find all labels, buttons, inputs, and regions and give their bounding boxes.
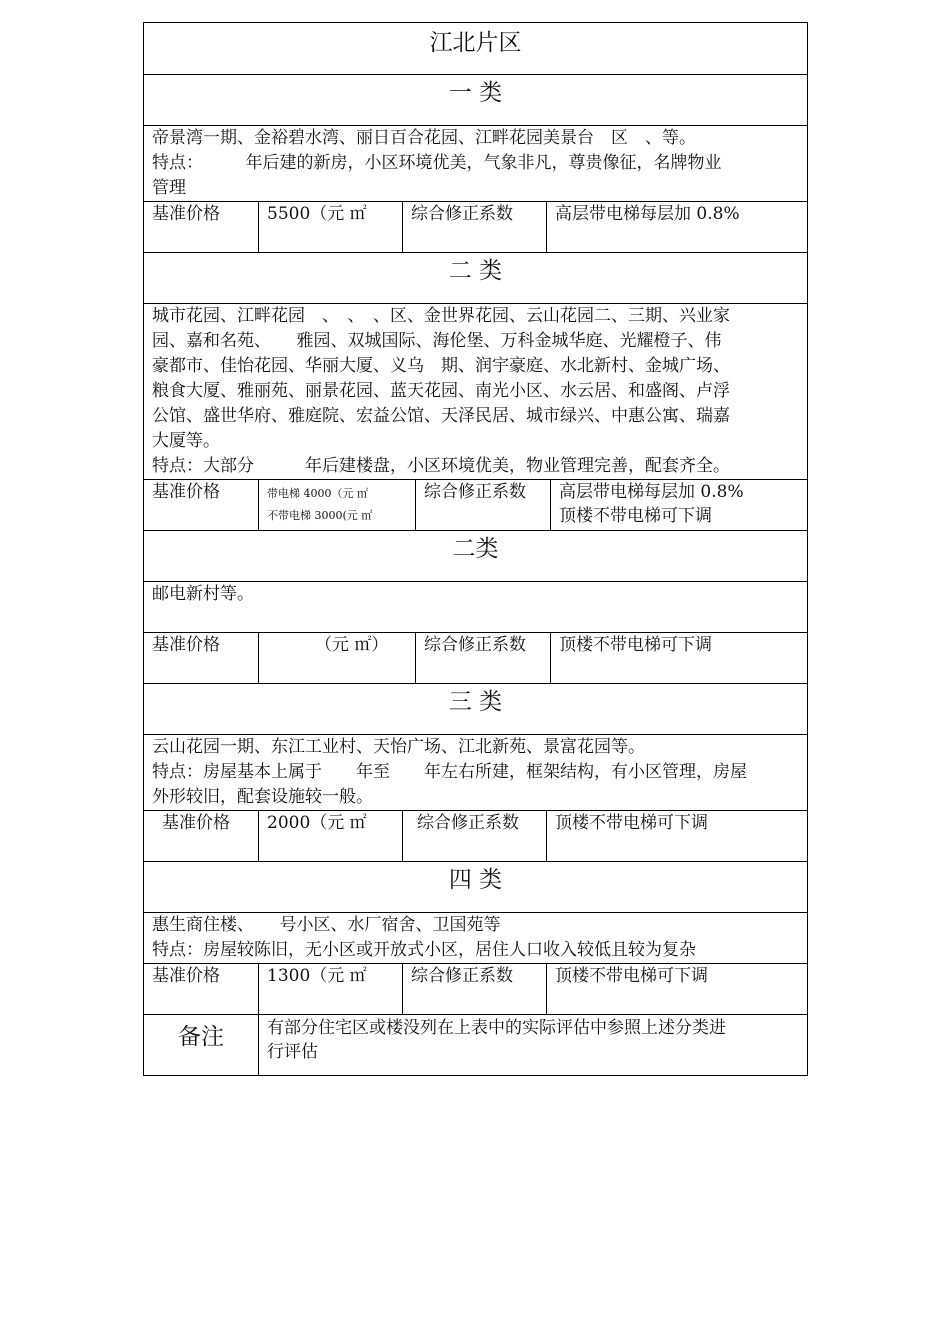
category-2b-title: 二类: [144, 531, 807, 582]
remarks-row: [144, 1015, 807, 1076]
coefficient-label: 综合修正系数: [403, 202, 547, 252]
adjustment-line: 顶楼不带电梯可下调: [555, 966, 708, 986]
price-label: 基准价格: [144, 964, 259, 1014]
category-4-title: 四 类: [144, 862, 807, 913]
desc-line: 园、嘉和名苑、 雅园、双城国际、海伦堡、万科金城华庭、光耀橙子、伟: [152, 331, 722, 351]
remarks-line: 行评估: [267, 1042, 318, 1062]
coefficient-label: 综合修正系数: [403, 964, 547, 1014]
desc-line: 帝景湾一期、金裕碧水湾、丽日百合花园、江畔花园美景台 区 、等。: [152, 128, 696, 148]
valuation-table: [143, 22, 808, 1076]
desc-line: 特点： 年后建的新房，小区环境优美，气象非凡，尊贵像征，名牌物业: [152, 153, 722, 173]
category-2-description: [144, 304, 807, 480]
price-line-without-elevator: 不带电梯 3000(元 ㎡: [267, 509, 373, 522]
category-2b-price-row: [144, 633, 807, 684]
adjustment-line: 顶楼不带电梯可下调: [559, 506, 712, 526]
desc-line: 邮电新村等。: [152, 584, 254, 604]
adjustment-note: [551, 633, 807, 683]
remarks-label: 备注: [144, 1015, 259, 1075]
category-2-price-row: [144, 480, 807, 531]
price-value: [259, 480, 416, 530]
desc-line: 公馆、盛世华府、雅庭院、宏益公馆、天泽民居、城市绿兴、中惠公寓、瑞嘉: [152, 406, 730, 426]
page-title: 江北片区: [144, 23, 807, 75]
desc-line: 粮食大厦、雅丽苑、丽景花园、蓝天花园、南光小区、水云居、和盛阁、卢浮: [152, 381, 730, 401]
adjustment-note: [547, 811, 807, 861]
adjustment-line: 顶楼不带电梯可下调: [555, 813, 708, 833]
category-3-description: [144, 735, 807, 811]
category-4-price-row: [144, 964, 807, 1015]
adjustment-note: [547, 964, 807, 1014]
coefficient-label: 综合修正系数: [416, 633, 551, 683]
price-value: 2000（元 ㎡: [259, 811, 403, 861]
desc-line: 特点：房屋基本上属于 年至 年左右所建，框架结构，有小区管理，房屋: [152, 762, 747, 782]
desc-line: 特点：大部分 年后建楼盘，小区环境优美，物业管理完善，配套齐全。: [152, 456, 730, 476]
desc-line: 外形较旧，配套设施较一般。: [152, 787, 373, 807]
desc-line: 云山花园一期、东江工业村、天怡广场、江北新苑、景富花园等。: [152, 737, 645, 757]
desc-line: 大厦等。: [152, 431, 220, 451]
adjustment-line: 顶楼不带电梯可下调: [559, 635, 712, 655]
price-value: （元 ㎡）: [259, 633, 416, 683]
category-2b-description: [144, 582, 807, 633]
desc-line: 豪都市、佳怡花园、华丽大厦、义乌 期、润宇豪庭、水北新村、金城广场、: [152, 356, 730, 376]
adjustment-note: [551, 480, 807, 530]
category-2-title: 二 类: [144, 253, 807, 304]
category-3-title: 三 类: [144, 684, 807, 735]
desc-line: 特点：房屋较陈旧，无小区或开放式小区，居住人口收入较低且较为复杂: [152, 940, 696, 960]
category-1-price-row: [144, 202, 807, 253]
category-1-description: [144, 126, 807, 202]
remarks-line: 有部分住宅区或楼没列在上表中的实际评估中参照上述分类进: [267, 1018, 726, 1038]
adjustment-note: [547, 202, 807, 252]
price-label: 基准价格: [144, 202, 259, 252]
coefficient-label: 综合修正系数: [403, 811, 547, 861]
remarks-text: [259, 1015, 807, 1075]
price-label: 基准价格: [144, 480, 259, 530]
category-4-description: [144, 913, 807, 964]
desc-line: 管理: [152, 178, 186, 198]
desc-line: 惠生商住楼、 号小区、水厂宿舍、卫国苑等: [152, 915, 501, 935]
coefficient-label: 综合修正系数: [416, 480, 551, 530]
price-value: 5500（元 ㎡: [259, 202, 403, 252]
adjustment-line: 高层带电梯每层加 0.8%: [555, 204, 740, 224]
desc-line: 城市花园、江畔花园 、 、 、区、金世界花园、云山花园二、三期、兴业家: [152, 306, 730, 326]
price-label: 基准价格: [144, 811, 259, 861]
price-line-with-elevator: 带电梯 4000（元 ㎡: [267, 487, 368, 500]
category-1-title: 一 类: [144, 75, 807, 126]
price-value: 1300（元 ㎡: [259, 964, 403, 1014]
adjustment-line: 高层带电梯每层加 0.8%: [559, 482, 744, 502]
price-label: 基准价格: [144, 633, 259, 683]
category-3-price-row: [144, 811, 807, 862]
